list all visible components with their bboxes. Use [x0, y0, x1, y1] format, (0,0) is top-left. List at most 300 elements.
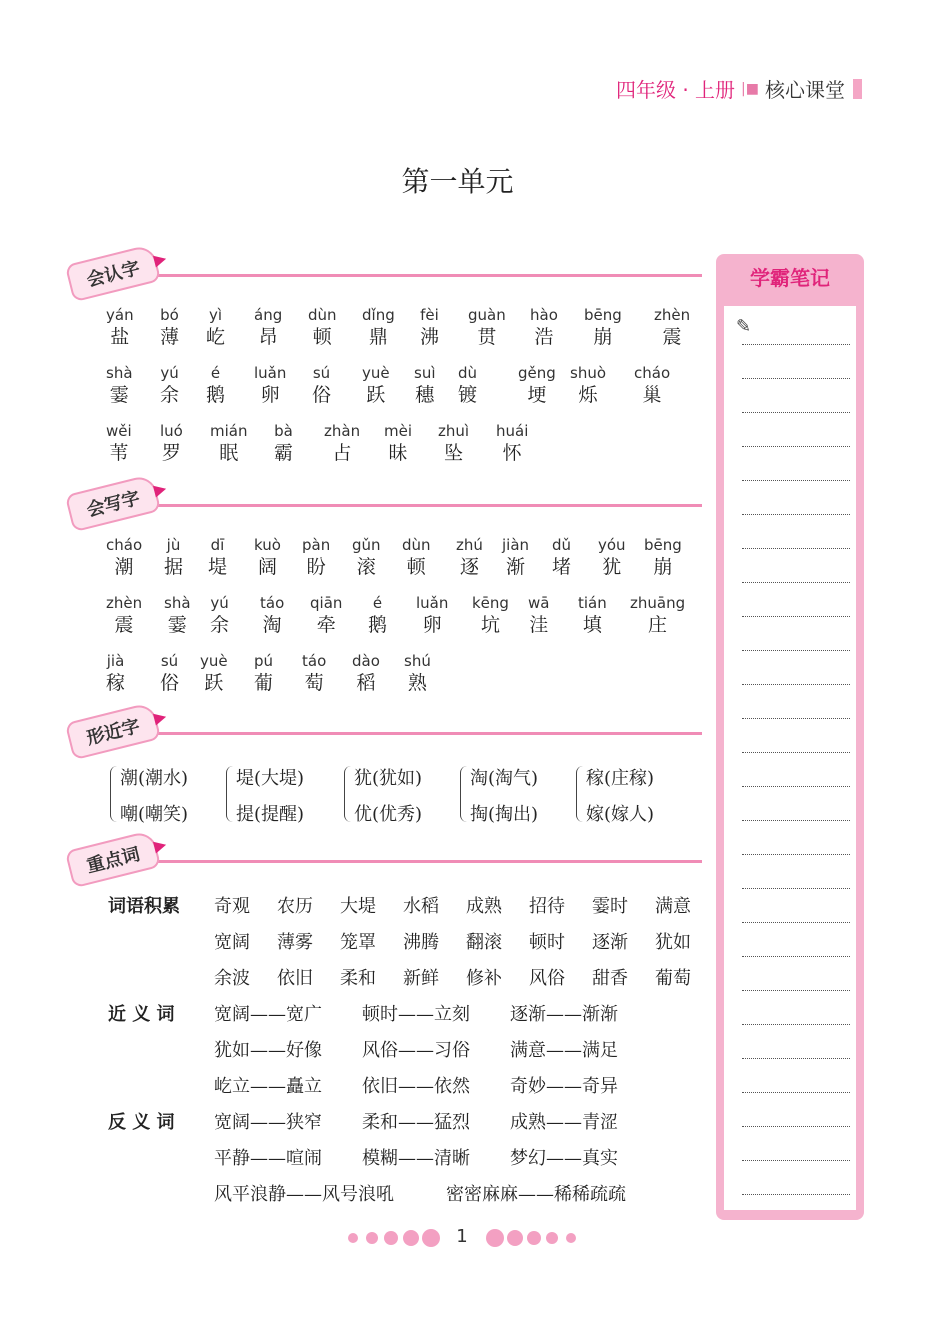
antonym-pair: 柔和——猛烈: [362, 1112, 470, 1133]
note-line: [742, 1058, 850, 1059]
note-line: [742, 1160, 850, 1161]
hanzi: 顿: [406, 556, 426, 578]
note-line: [742, 446, 850, 447]
char-cell: [644, 536, 682, 580]
pinyin: bà: [274, 422, 293, 440]
page-dot: [566, 1233, 576, 1243]
note-line: [742, 820, 850, 821]
note-line: [742, 990, 850, 991]
pencil-icon: ✎: [736, 316, 752, 337]
hanzi: 巢: [642, 384, 662, 406]
note-line: [742, 718, 850, 719]
char-cell: [274, 422, 293, 466]
pinyin: dī: [210, 536, 225, 554]
word: 笼罩: [340, 932, 376, 953]
section-tag: 重点词: [65, 830, 162, 889]
word: 沸腾: [403, 932, 439, 953]
hanzi: 霸: [274, 442, 294, 464]
pinyin: dùn: [402, 536, 431, 554]
char-cell: [458, 364, 477, 408]
hanzi: 震: [114, 614, 134, 636]
char-cell: [420, 306, 439, 350]
note-line: [742, 1024, 850, 1025]
pinyin: hào: [530, 306, 558, 324]
hanzi: 鹅: [206, 384, 226, 406]
pinyin: sú: [312, 364, 331, 382]
char-cell: [106, 594, 142, 638]
note-line: [742, 752, 850, 753]
pinyin: yán: [106, 306, 134, 324]
word: 风俗: [529, 968, 565, 989]
hanzi: 鹅: [368, 614, 388, 636]
char-cell: [260, 594, 284, 638]
char-cell: [502, 536, 529, 580]
pinyin: dǐng: [362, 306, 395, 324]
synonym-pair: 顿时——立刻: [362, 1004, 470, 1025]
char-cell: [312, 364, 331, 408]
antonym-pair: 风平浪静——风号浪吼: [214, 1184, 394, 1205]
note-line: [742, 650, 850, 651]
hanzi: 熟: [407, 672, 427, 694]
hanzi: 洼: [529, 614, 549, 636]
note-line: [742, 616, 850, 617]
brace: [110, 766, 117, 822]
hanzi: 稻: [356, 672, 376, 694]
page-dot: [348, 1233, 358, 1243]
page-dot: [422, 1229, 440, 1247]
word: 依旧: [277, 968, 313, 989]
antonym-pair: 成熟——青涩: [510, 1112, 618, 1133]
page-dot: [366, 1232, 378, 1244]
pair-line-1: 稼(庄稼): [586, 768, 655, 789]
char-cell: [362, 306, 395, 350]
char-cell: [324, 422, 360, 466]
brace: [576, 766, 583, 822]
pinyin: yì: [208, 306, 223, 324]
pinyin: zhuāng: [630, 594, 686, 612]
pinyin: qiān: [310, 594, 343, 612]
word: 柔和: [340, 968, 376, 989]
char-cell: [496, 422, 528, 466]
word: 霎时: [592, 896, 628, 917]
synonym-pair: 宽阔——宽广: [214, 1004, 322, 1025]
char-row: [104, 364, 704, 414]
pinyin: shú: [404, 652, 431, 670]
hanzi: 霎: [109, 384, 129, 406]
pinyin: mián: [210, 422, 248, 440]
hanzi: 跃: [204, 672, 224, 694]
page-dot: [546, 1232, 558, 1244]
unit-title: 第一单元: [401, 165, 514, 198]
grade-label: 四年级 · 上册: [615, 78, 736, 102]
pinyin: wā: [528, 594, 550, 612]
hanzi: 卵: [260, 384, 280, 406]
char-cell: [468, 306, 506, 350]
pinyin: luǎn: [416, 594, 449, 612]
hanzi: 震: [662, 326, 682, 348]
note-line: [742, 582, 850, 583]
page-dot: [403, 1230, 419, 1246]
page-dot: [486, 1229, 504, 1247]
pair-line-1: 犹(犹如): [354, 768, 423, 789]
hanzi: 贯: [477, 326, 497, 348]
hanzi: 稼: [106, 672, 126, 694]
char-cell: [352, 536, 381, 580]
antonym-pair: 梦幻——真实: [510, 1148, 618, 1169]
notes-panel: [716, 254, 864, 1220]
word: 宽阔: [214, 932, 250, 953]
notes-paper: [724, 306, 856, 1210]
pinyin: yuè: [200, 652, 228, 670]
section-write: [68, 484, 702, 524]
brace: [344, 766, 351, 822]
hanzi: 坑: [480, 614, 500, 636]
char-row: [104, 422, 704, 472]
pinyin: shà: [164, 594, 191, 612]
char-cell: [414, 364, 436, 408]
brace: [460, 766, 467, 822]
hanzi: 罗: [161, 442, 181, 464]
hanzi: 苇: [109, 442, 129, 464]
char-cell: [254, 364, 286, 408]
char-cell: [402, 536, 431, 580]
pinyin: shuò: [570, 364, 607, 382]
section-line: [153, 274, 702, 277]
pinyin: luǎn: [254, 364, 287, 382]
char-cell: [630, 594, 685, 638]
antonym-pair: 平静——喧闹: [214, 1148, 322, 1169]
page-number: 1: [456, 1226, 468, 1247]
pinyin: suì: [414, 364, 436, 382]
char-cell: [200, 652, 228, 696]
word: 余波: [214, 968, 250, 989]
word: 招待: [529, 896, 565, 917]
hanzi: 镀: [458, 384, 478, 406]
word: 犹如: [655, 932, 691, 953]
note-line: [742, 514, 850, 515]
word: 大堤: [340, 896, 376, 917]
char-cell: [206, 306, 225, 350]
pinyin: zhú: [456, 536, 483, 554]
char-cell: [530, 306, 558, 350]
pinyin: tián: [578, 594, 607, 612]
pinyin: wěi: [106, 422, 132, 440]
synonym-pair: 犹如——好像: [214, 1040, 322, 1061]
hanzi: 渐: [506, 556, 526, 578]
page-dot: [527, 1231, 541, 1245]
hanzi: 怀: [502, 442, 522, 464]
page-dot: [384, 1231, 398, 1245]
pinyin: dào: [352, 652, 380, 670]
pinyin: gěng: [518, 364, 556, 382]
hanzi: 逐: [459, 556, 479, 578]
hanzi: 填: [582, 614, 602, 636]
char-cell: [552, 536, 571, 580]
pinyin: gǔn: [352, 536, 381, 554]
accum-label: 词语积累: [108, 896, 180, 917]
pinyin: zhèn: [106, 594, 143, 612]
word: 成熟: [466, 896, 502, 917]
pinyin: pú: [254, 652, 274, 670]
hanzi: 埂: [527, 384, 547, 406]
pinyin: dù: [458, 364, 478, 382]
antonym-label: 反 义 词: [108, 1112, 175, 1133]
char-cell: [302, 652, 326, 696]
hanzi: 阔: [257, 556, 277, 578]
hanzi: 眠: [219, 442, 239, 464]
char-cell: [584, 306, 622, 350]
section-tag: 会认字: [65, 244, 162, 303]
char-cell: [310, 594, 342, 638]
pinyin: yú: [160, 364, 179, 382]
word: 逐渐: [592, 932, 628, 953]
pinyin: zhèn: [654, 306, 691, 324]
brace: [226, 766, 233, 822]
section-similar: [68, 712, 702, 752]
pinyin: pàn: [302, 536, 331, 554]
char-cell: [384, 422, 412, 466]
pinyin: fèi: [420, 306, 439, 324]
char-cell: [106, 364, 133, 408]
char-row: [104, 536, 704, 586]
pinyin: é: [372, 594, 383, 612]
char-cell: [518, 364, 556, 408]
hanzi: 屹: [206, 326, 226, 348]
pinyin: cháo: [106, 536, 143, 554]
hanzi: 盼: [306, 556, 326, 578]
pinyin: shà: [106, 364, 133, 382]
hanzi: 霎: [167, 614, 187, 636]
char-cell: [106, 422, 132, 466]
char-cell: [352, 652, 380, 696]
section-recognize: [68, 254, 702, 294]
header-separator: |■: [741, 80, 759, 97]
hanzi: 顿: [312, 326, 332, 348]
hanzi: 葡: [254, 672, 274, 694]
char-cell: [528, 594, 549, 638]
note-line: [742, 412, 850, 413]
pinyin: é: [210, 364, 221, 382]
char-cell: [416, 594, 448, 638]
pinyin: dùn: [308, 306, 337, 324]
pinyin: táo: [302, 652, 327, 670]
word: 水稻: [403, 896, 439, 917]
hanzi: 昧: [388, 442, 408, 464]
hanzi: 崩: [593, 326, 613, 348]
hanzi: 昂: [258, 326, 278, 348]
pinyin: kēng: [472, 594, 509, 612]
synonym-pair: 满意——满足: [510, 1040, 618, 1061]
char-row: [104, 594, 704, 644]
pinyin: jià: [106, 652, 125, 670]
char-cell: [362, 364, 390, 408]
char-cell: [210, 422, 247, 466]
hanzi: 鼎: [368, 326, 388, 348]
pinyin: luó: [160, 422, 183, 440]
hanzi: 俗: [312, 384, 332, 406]
pinyin: bēng: [584, 306, 622, 324]
char-cell: [210, 594, 229, 638]
char-cell: [578, 594, 607, 638]
pinyin: yú: [210, 594, 229, 612]
char-cell: [598, 536, 626, 580]
antonym-pair: 模糊——清晰: [362, 1148, 470, 1169]
pinyin: yóu: [598, 536, 626, 554]
pinyin: cháo: [634, 364, 671, 382]
char-cell: [404, 652, 431, 696]
pair-line-1: 堤(大堤): [236, 768, 305, 789]
word: 甜香: [592, 968, 628, 989]
char-cell: [308, 306, 337, 350]
hanzi: 萄: [304, 672, 324, 694]
hanzi: 俗: [160, 672, 180, 694]
note-line: [742, 854, 850, 855]
char-cell: [302, 536, 330, 580]
note-line: [742, 922, 850, 923]
char-cell: [164, 594, 191, 638]
pinyin: bó: [160, 306, 179, 324]
note-line: [742, 786, 850, 787]
section-tag: 形近字: [65, 702, 162, 761]
char-cell: [254, 652, 273, 696]
char-cell: [160, 306, 179, 350]
page-header: [616, 74, 862, 103]
note-line: [742, 548, 850, 549]
note-line: [742, 378, 850, 379]
pinyin: guàn: [468, 306, 506, 324]
note-line: [742, 684, 850, 685]
char-cell: [254, 536, 281, 580]
section-tag: 会写字: [65, 474, 162, 533]
char-cell: [106, 536, 142, 580]
pinyin: zhuì: [438, 422, 470, 440]
synonym-pair: 依旧——依然: [362, 1076, 470, 1097]
hanzi: 犹: [602, 556, 622, 578]
pair-line-2: 掏(掏出): [470, 804, 539, 825]
pinyin: huái: [496, 422, 529, 440]
hanzi: 坠: [444, 442, 464, 464]
word: 翻滚: [466, 932, 502, 953]
hanzi: 潮: [114, 556, 134, 578]
word: 修补: [466, 968, 502, 989]
hanzi: 穗: [415, 384, 435, 406]
pinyin: sú: [160, 652, 179, 670]
word: 顿时: [529, 932, 565, 953]
synonym-pair: 奇妙——奇异: [510, 1076, 618, 1097]
char-cell: [160, 422, 183, 466]
hanzi: 滚: [356, 556, 376, 578]
hanzi: 余: [160, 384, 180, 406]
pinyin: dǔ: [552, 536, 572, 554]
similar-pairs: [108, 760, 708, 832]
char-cell: [164, 536, 183, 580]
char-cell: [208, 536, 227, 580]
hanzi: 卵: [422, 614, 442, 636]
synonym-label: 近 义 词: [108, 1004, 175, 1025]
note-line: [742, 1092, 850, 1093]
hanzi: 盐: [110, 326, 130, 348]
hanzi: 堵: [552, 556, 572, 578]
synonym-pair: 逐渐——渐渐: [510, 1004, 618, 1025]
pinyin: yuè: [362, 364, 390, 382]
char-cell: [570, 364, 606, 408]
section-line: [153, 860, 702, 863]
pinyin: áng: [254, 306, 283, 324]
pair-line-1: 潮(潮水): [120, 768, 189, 789]
hanzi: 牵: [316, 614, 336, 636]
synonym-pair: 屹立——矗立: [214, 1076, 322, 1097]
hanzi: 跃: [366, 384, 386, 406]
section-line: [153, 732, 702, 735]
section-key: [68, 840, 702, 880]
pinyin: bēng: [644, 536, 682, 554]
section-line: [153, 504, 702, 507]
note-line: [742, 956, 850, 957]
notes-title: 学霸笔记: [750, 266, 830, 290]
hanzi: 崩: [653, 556, 673, 578]
word: 奇观: [214, 896, 250, 917]
char-cell: [438, 422, 469, 466]
char-cell: [160, 364, 179, 408]
char-cell: [368, 594, 387, 638]
char-cell: [106, 652, 125, 696]
note-line: [742, 1194, 850, 1195]
pair-line-1: 淘(淘气): [470, 768, 539, 789]
hanzi: 堤: [208, 556, 228, 578]
pinyin: jiàn: [502, 536, 530, 554]
char-cell: [634, 364, 670, 408]
note-line: [742, 480, 850, 481]
page-footer: [0, 1226, 915, 1250]
word: 葡萄: [655, 968, 691, 989]
pair-line-2: 优(优秀): [354, 804, 423, 825]
course-label: 核心课堂: [765, 78, 845, 102]
hanzi: 据: [164, 556, 184, 578]
antonym-pair: 宽阔——狭窄: [214, 1112, 322, 1133]
pinyin: jù: [166, 536, 181, 554]
word: 新鲜: [403, 968, 439, 989]
pinyin: mèi: [384, 422, 413, 440]
hanzi: 庄: [648, 614, 668, 636]
word: 农历: [277, 896, 313, 917]
hanzi: 淘: [262, 614, 282, 636]
hanzi: 沸: [420, 326, 440, 348]
hanzi: 占: [332, 442, 352, 464]
note-line: [742, 344, 850, 345]
char-row: [104, 306, 704, 356]
char-cell: [456, 536, 483, 580]
pair-line-2: 嫁(嫁人): [586, 804, 655, 825]
hanzi: 浩: [534, 326, 554, 348]
hanzi: 烁: [578, 384, 598, 406]
page-dot: [507, 1230, 523, 1246]
char-cell: [472, 594, 509, 638]
hanzi: 薄: [160, 326, 180, 348]
word: 满意: [655, 896, 691, 917]
pinyin: táo: [260, 594, 285, 612]
char-cell: [206, 364, 225, 408]
synonym-pair: 风俗——习俗: [362, 1040, 470, 1061]
header-bar: [853, 79, 862, 99]
char-cell: [254, 306, 282, 350]
hanzi: 余: [210, 614, 230, 636]
pair-line-2: 提(提醒): [236, 804, 305, 825]
char-cell: [654, 306, 690, 350]
pair-line-2: 嘲(嘲笑): [120, 804, 189, 825]
char-cell: [106, 306, 134, 350]
pinyin: kuò: [254, 536, 281, 554]
note-line: [742, 1126, 850, 1127]
